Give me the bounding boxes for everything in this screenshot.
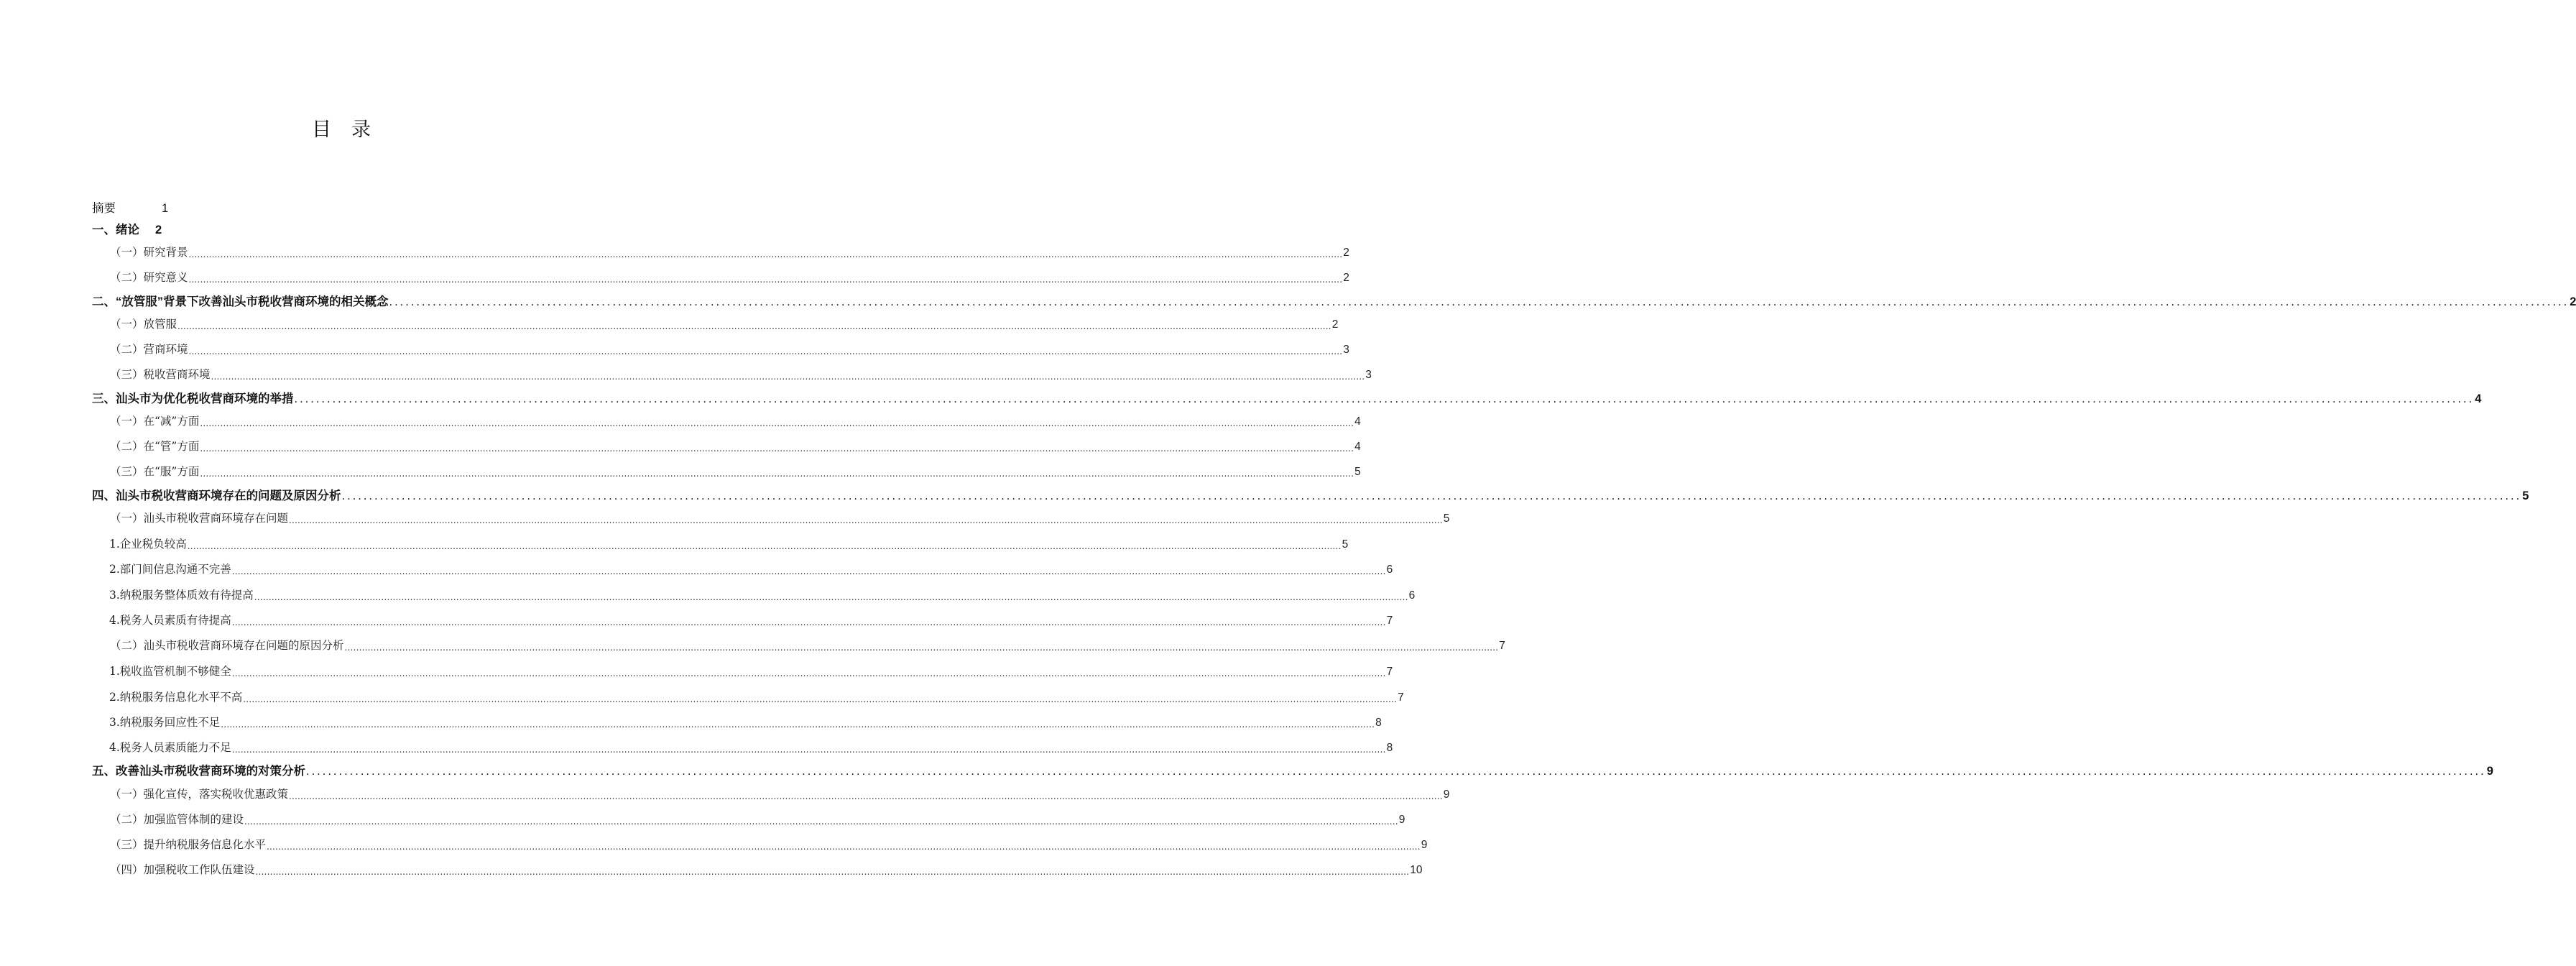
toc-dot-leader: ................................................................................................................................................................................................................................................................................................................................................................................................................ [188,275,1343,285]
toc-entry[interactable] [109,687,1404,704]
toc-dot-leader: ................................................................................................................................................................................................................................................................................................................................................................................................................ [188,346,1343,356]
toc-dot-leader: ................................................................................................................................................................................................................................................................................................................................................................................................................ [254,592,1408,602]
toc-entry[interactable] [109,610,1393,627]
toc-dot-leader: ................................................................................................................................................................................................................................................................................................................................................................................................................ [231,745,1386,755]
toc-entry-label: （一）放管服 [110,318,177,331]
toc-dot-leader: ................................................................................................................................................................................................................................................................................................................................................................................................................ [231,566,1386,576]
toc-dot-leader: ................................................................................................................................................................................................................................................................................................................................................................................................................ [243,694,1398,704]
toc-entry-page-number: 2 [1343,247,1349,259]
toc-dot-leader: ................................................................................................................................................................................................................................................................................................................................................................................................................ [306,765,2486,778]
toc-dot-leader: ................................................................................................................................................................................................................................................................................................................................................................................................................ [200,469,1354,479]
toc-entry[interactable] [110,508,1450,525]
toc-entry[interactable] [92,220,162,237]
title-char-2: 录 [351,119,371,141]
toc-entry-page-number: 1 [162,202,169,215]
toc-entry-page-number: 3 [1365,369,1372,381]
toc-entry-label: 4.税务人员素质有待提高 [109,614,231,627]
toc-entry[interactable] [92,761,2493,778]
toc-entry[interactable] [110,411,1361,428]
toc-dot-leader: ................................................................................................................................................................................................................................................................................................................................................................................................................ [200,418,1354,428]
toc-dot-leader: ................................................................................................................................................................................................................................................................................................................................................................................................................ [231,617,1386,627]
toc-entry[interactable] [110,314,1339,331]
toc-dot-leader: ................................................................................................................................................................................................................................................................................................................................................................................................................ [389,295,2570,308]
toc-dot-leader: ................................................................................................................................................................................................................................................................................................................................................................................................................ [341,489,2522,502]
toc-entry[interactable] [109,737,1393,755]
toc-entry-label: 1.企业税负较高 [109,538,187,551]
toc-entry-page-number: 9 [2486,765,2493,778]
toc-entry[interactable] [110,809,1405,827]
toc-entry[interactable] [110,834,1428,852]
toc-entry-label: 3.纳税服务整体质效有待提高 [109,589,254,602]
toc-entry-page-number: 7 [1386,615,1393,627]
toc-entry-page-number: 5 [1443,512,1450,525]
toc-entry[interactable] [109,559,1393,576]
toc-entry[interactable] [110,364,1372,382]
toc-entry-label: （一）强化宣传，落实税收优惠政策 [110,788,289,801]
toc-entry-label: （三）税收营商环境 [110,368,211,381]
toc-entry[interactable] [92,486,2529,503]
toc-entry[interactable] [110,635,1505,653]
toc-entry-page-number: 7 [1386,666,1393,678]
toc-entry-page-number: 6 [1408,589,1416,602]
toc-entry-label: （一）在“减”方面 [110,415,200,428]
toc-entry-page-number: 10 [1410,864,1423,876]
toc-dot-leader: ................................................................................................................................................................................................................................................................................................................................................................................................................ [177,321,1331,331]
toc-entry[interactable] [110,784,1450,801]
toc-entry-page-number: 2 [2570,295,2576,308]
toc-entry-label: （二）加强监管体制的建设 [110,813,244,826]
toc-entry-label: （二）研究意义 [110,271,188,284]
toc-entry[interactable] [92,389,2482,406]
toc-entry-page-number: 9 [1421,839,1428,851]
toc-dot-leader: ................................................................................................................................................................................................................................................................................................................................................................................................................ [221,719,1375,730]
toc-entry-page-number: 5 [1342,538,1349,551]
toc-entry-label: （四）加强税收工作队伍建设 [110,863,255,876]
toc-entry-page-number: 7 [1398,691,1404,704]
toc-entry-page-number: 8 [1386,742,1393,754]
toc-entry-label: （三）提升纳税服务信息化水平 [110,838,267,851]
toc-entry-label: 三、汕头市为优化税收营商环境的举措 [92,392,294,405]
toc-entry[interactable] [92,292,2576,309]
toc-entry-label: （二）营商环境 [110,343,188,356]
toc-dot-leader: ................................................................................................................................................................................................................................................................................................................................................................................................................ [187,541,1342,551]
toc-dot-leader: ................................................................................................................................................................................................................................................................................................................................................................................................................ [267,842,1421,852]
toc-entry-label: （一）研究背景 [110,246,188,259]
toc-dot-leader: ................................................................................................................................................................................................................................................................................................................................................................................................................ [294,392,2475,405]
toc-entry-page-number: 9 [1443,788,1450,801]
toc-entry-label: （一）汕头市税收营商环境存在问题 [110,512,289,525]
toc-entry[interactable] [110,436,1361,454]
toc-entry-label: 四、汕头市税收营商环境存在的问题及原因分析 [92,489,341,502]
toc-dot-leader: ................................................................................................................................................................................................................................................................................................................................................................................................................ [200,443,1354,454]
toc-entry[interactable] [92,198,168,216]
toc-entry[interactable] [110,242,1349,259]
toc-entry[interactable] [109,661,1393,678]
toc-entry-label: 一、绪论 [92,224,139,236]
toc-dot-leader: ................................................................................................................................................................................................................................................................................................................................................................................................................ [211,372,1365,382]
toc-dot-leader: ................................................................................................................................................................................................................................................................................................................................................................................................................ [255,867,1410,877]
toc-entry-label: 五、改善汕头市税收营商环境的对策分析 [92,765,305,778]
toc-dot-leader: ................................................................................................................................................................................................................................................................................................................................................................................................................ [244,816,1398,827]
toc-entry-page-number: 2 [1343,272,1349,284]
toc-entry-label: 3.纳税服务回应性不足 [109,716,221,729]
toc-entry-label: 4.税务人员素质能力不足 [109,741,231,754]
toc-dot-leader: ................................................................................................................................................................................................................................................................................................................................................................................................................ [231,668,1386,678]
toc-dot-leader: ................................................................................................................................................................................................................................................................................................................................................................................................................ [344,643,1499,653]
toc-entry[interactable] [109,712,1382,730]
toc-dot-leader: ................................................................................................................................................................................................................................................................................................................................................................................................................ [188,249,1343,259]
toc-entry-page-number: 2 [1331,318,1339,331]
toc-entry-label: 摘要 [92,202,116,215]
toc-entry[interactable] [110,860,1423,877]
toc-entry-page-number: 5 [1354,466,1361,478]
toc-entry-label: （二）汕头市税收营商环境存在问题的原因分析 [110,639,344,652]
toc-entry-page-number: 6 [1386,564,1393,576]
toc-entry-label: 2.部门间信息沟通不完善 [109,563,231,576]
toc-entry-page-number: 3 [1343,344,1349,356]
toc-entry[interactable] [110,339,1349,356]
toc-dot-leader: ................................................................................................................................................................................................................................................................................................................................................................................................................ [289,515,1443,525]
toc-entry[interactable] [109,534,1349,551]
toc-dot-leader: ................................................................................................................................................................................................................................................................................................................................................................................................................ [289,791,1443,801]
toc-entry-label: （三）在“服”方面 [110,465,200,478]
toc-entry-page-number: 4 [1354,441,1361,453]
title-char-1: 目 [312,119,331,141]
toc-entry[interactable] [110,267,1349,285]
toc-entry-label: 1.税收监管机制不够健全 [109,665,231,678]
toc-entry-page-number: 5 [2522,489,2529,502]
toc-entry-page-number: 7 [1499,640,1505,652]
toc-entry-label: 2.纳税服务信息化水平不高 [109,691,243,704]
toc-entry[interactable] [109,585,1416,602]
toc-entry-page-number: 4 [1354,415,1361,428]
toc-entry-page-number: 2 [155,224,162,236]
toc-entry[interactable] [110,461,1361,479]
toc-entry-label: 二、“放管服”背景下改善汕头市税收营商环境的相关概念 [92,295,389,308]
toc-entry-page-number: 9 [1398,814,1405,826]
toc-entry-page-number: 8 [1375,717,1382,729]
toc-entry-label: （二）在“管”方面 [110,440,200,453]
toc-entry-page-number: 4 [2475,392,2482,405]
page-title [0,114,683,142]
